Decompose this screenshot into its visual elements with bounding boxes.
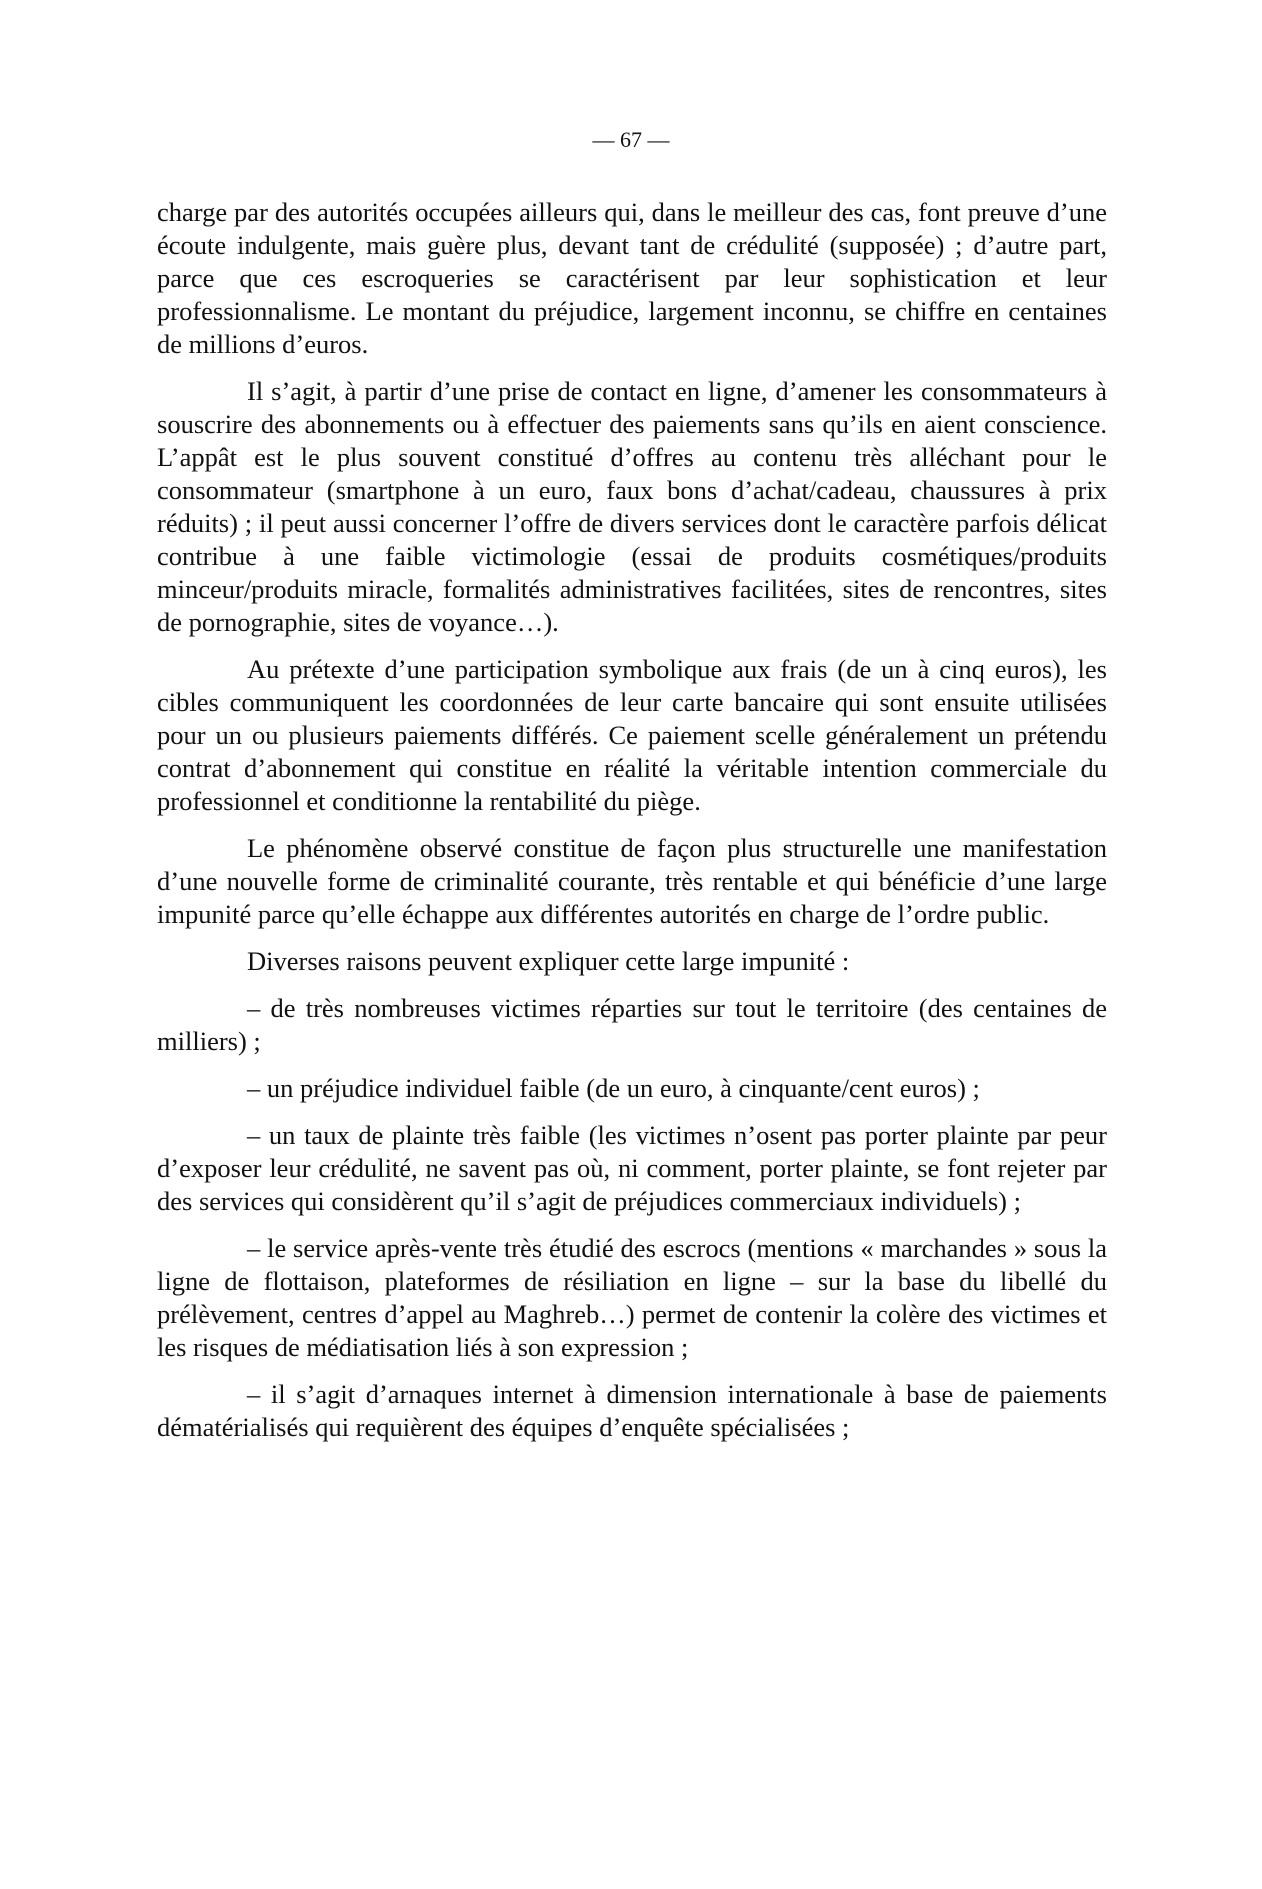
list-item-after-sales-service: – le service après-vente très étudié des escrocs (mentions « marchandes » sous la ligne de flottaison, plateformes de résiliation en ligne – sur la base du libellé du prélèvement, centres d’appel au Maghreb…) permet de contenir la colère des victimes et les risques de médiatisation liés à son expression ; — [157, 1233, 1107, 1362]
paragraph-online-contact: Il s’agit, à partir d’une prise de contact en ligne, d’amener les consommateurs à souscrire des abonnements ou à effectuer des paiements sans qu’ils en aient conscience. L’appât est le plus souvent constitué d’offres au contenu très alléchant pour le consommateur (smartphone à un euro, faux bons d’achat/cadeau, chaussures à prix réduits) ; il peut aussi concerner l’offre de divers services dont le caractère parfois délicat contribue à une faible victimologie (essai de produits cosmétiques/produits minceur/produits miracle, formalités administratives facilitées, sites de rencontres, sites de pornographie, sites de voyance…). — [157, 376, 1107, 637]
body-text — [157, 196, 1107, 1458]
list-item-low-damage: – un préjudice individuel faible (de un euro, à cinquante/cent euros) ; — [247, 1073, 980, 1103]
paragraph-symbolic-fee: Au prétexte d’une participation symbolique aux frais (de un à cinq euros), les cibles communiquent les coordonnées de leur carte bancaire qui sont ensuite utilisées pour un ou plusieurs paiements différés. Ce paiement scelle généralement un prétendu contrat d’abonnement qui constitue en réalité la véritable intention commerciale du professionnel et conditionne la rentabilité du piège. — [157, 654, 1107, 816]
paragraph-reasons-intro: Diverses raisons peuvent expliquer cette large impunité : — [247, 946, 850, 976]
list-item-many-victims: – de très nombreuses victimes réparties sur tout le territoire (des centaines de milliers) ; — [157, 993, 1107, 1056]
page-number: — 67 — — [592, 127, 670, 152]
list-item-low-complaint-rate: – un taux de plainte très faible (les victimes n’osent pas porter plainte par peur d’exposer leur crédulité, ne savent pas où, ni comment, porter plainte, se font rejeter par des services qui considèrent qu’il s’agit de préjudices commerciaux individuels) ; — [157, 1120, 1107, 1216]
list-item-international-scams: – il s’agit d’arnaques internet à dimension internationale à base de paiements dématérialisés qui requièrent des équipes d’enquête spécialisées ; — [157, 1379, 1107, 1442]
paragraph-phenomenon: Le phénomène observé constitue de façon plus structurelle une manifestation d’une nouvelle forme de criminalité courante, très rentable et qui bénéficie d’une large impunité parce qu’elle échappe aux différentes autorités en charge de l’ordre public. — [157, 833, 1107, 929]
paragraph-continuation: charge par des autorités occupées ailleurs qui, dans le meilleur des cas, font preuve d’une écoute indulgente, mais guère plus, devant tant de crédulité (supposée) ; d’autre part, parce que ces escroqueries se caractérisent par leur sophistication et leur professionnalisme. Le montant du préjudice, largement inconnu, se chiffre en centaines de millions d’euros. — [157, 197, 1107, 359]
